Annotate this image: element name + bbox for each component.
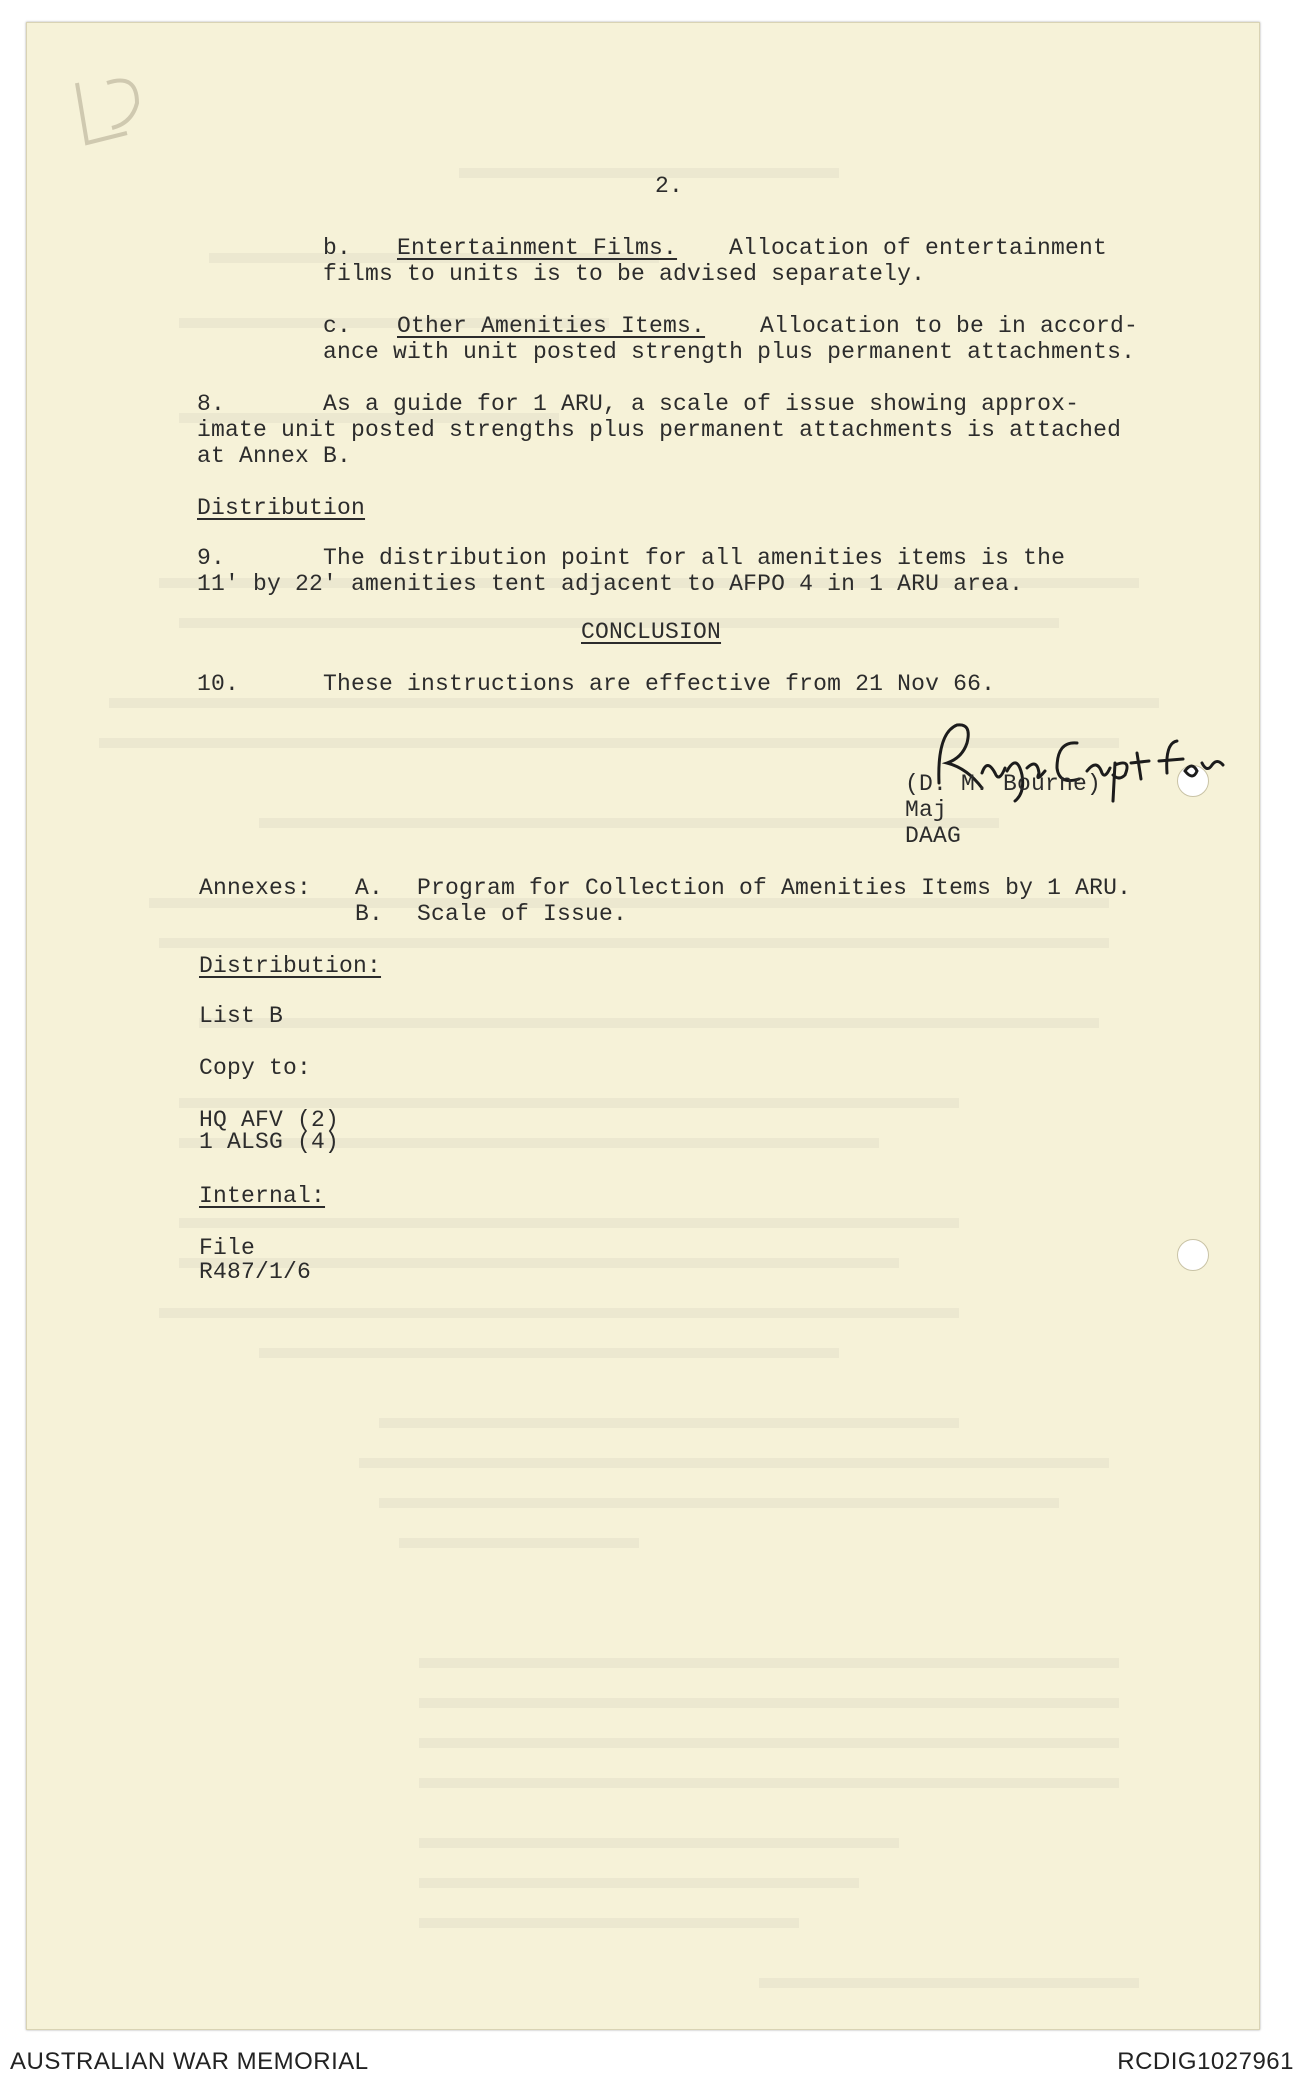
pencil-annotation [67, 63, 157, 163]
item-c-line2: ance with unit posted strength plus permanent attachments. [323, 339, 1136, 365]
page-number: 2. [655, 173, 684, 199]
copy-to-item: HQ AFV (2) [199, 1107, 340, 1133]
document-page [26, 22, 1260, 2030]
item-c-line1: Allocation to be in accord- [760, 313, 1139, 339]
item-b-label: b. [323, 235, 352, 261]
item-b-title: Entertainment Films. [397, 235, 678, 261]
internal-item: R487/1/6 [199, 1259, 312, 1285]
para-8-number: 8. [197, 391, 226, 417]
item-b-line1: Allocation of entertainment [729, 235, 1108, 261]
annex-b-letter: B. [355, 901, 384, 927]
annex-a-letter: A. [355, 875, 384, 901]
para-8-line3: at Annex B. [197, 443, 352, 469]
distribution-list-value: List B [199, 1003, 284, 1029]
para-9-line2: 11' by 22' amenities tent adjacent to AFPO 4 in 1 ARU area. [197, 571, 1024, 597]
para-10-number: 10. [197, 671, 240, 697]
para-9-line1: The distribution point for all amenities items is the [323, 545, 1066, 571]
item-b-line2: films to units is to be advised separately. [323, 261, 926, 287]
signatory-name: (D. M. Bourne) [905, 771, 1102, 797]
distribution-heading: Distribution [197, 495, 366, 521]
item-c-label: c. [323, 313, 352, 339]
para-8-line1: As a guide for 1 ARU, a scale of issue showing approx- [323, 391, 1080, 417]
para-10-line1: These instructions are effective from 21 Nov 66. [323, 671, 996, 697]
conclusion-heading: CONCLUSION [581, 619, 722, 645]
internal-item: File [199, 1235, 256, 1261]
item-c-title: Other Amenities Items. [397, 313, 706, 339]
copy-to-item: 1 ALSG (4) [199, 1129, 340, 1155]
copy-to-label: Copy to: [199, 1055, 312, 1081]
punch-hole-bottom [1177, 1239, 1209, 1271]
internal-heading: Internal: [199, 1183, 326, 1209]
annexes-label: Annexes: [199, 875, 312, 901]
annex-a-text: Program for Collection of Amenities Items by 1 ARU. [417, 875, 1132, 901]
signatory-appointment: DAAG [905, 823, 962, 849]
para-9-number: 9. [197, 545, 226, 571]
distribution-list-heading: Distribution: [199, 953, 382, 979]
para-8-line2: imate unit posted strengths plus permanent attachments is attached [197, 417, 1122, 443]
signatory-rank: Maj [905, 797, 948, 823]
footer-record-id: RCDIG1027961 [1117, 2048, 1294, 2075]
annex-b-text: Scale of Issue. [417, 901, 628, 927]
footer-source: AUSTRALIAN WAR MEMORIAL [10, 2048, 369, 2075]
